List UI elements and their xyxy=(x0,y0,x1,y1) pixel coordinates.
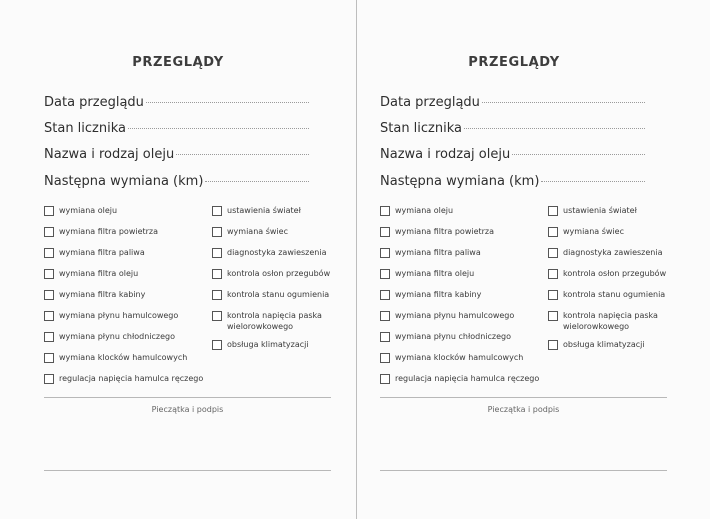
checkbox[interactable] xyxy=(44,227,54,237)
checkbox[interactable] xyxy=(212,206,222,216)
checkbox[interactable] xyxy=(548,290,558,300)
checklist-label: wymiana płynu hamulcowego xyxy=(59,311,179,320)
checkbox[interactable] xyxy=(44,269,54,279)
checklist-item[interactable] xyxy=(44,247,203,268)
field-label: Stan licznika xyxy=(380,121,462,136)
dotted-line xyxy=(146,101,309,103)
checklist-item[interactable] xyxy=(44,268,203,289)
checklist-label: kontrola stanu ogumienia xyxy=(227,290,330,299)
checkbox[interactable] xyxy=(548,311,558,321)
checkbox[interactable] xyxy=(548,269,558,279)
checklist-item[interactable] xyxy=(44,352,203,373)
dotted-line xyxy=(128,127,309,129)
checklist-item[interactable] xyxy=(212,289,347,310)
checklist-item[interactable] xyxy=(380,352,539,373)
checklist-label: wymiana świec xyxy=(227,227,288,236)
right-page xyxy=(344,0,684,519)
page-title: PRZEGLĄDY xyxy=(468,55,560,70)
checklist-label: kontrola osłon przegubów xyxy=(563,269,667,278)
checklist-label: obsługa klimatyzacji xyxy=(227,340,309,349)
checklist-item[interactable] xyxy=(380,373,539,394)
divider xyxy=(44,397,331,398)
checklist-label: wymiana filtra powietrza xyxy=(59,227,159,236)
checklist-item[interactable] xyxy=(44,289,203,310)
checklist-item[interactable] xyxy=(548,205,683,226)
checklist-label: regulacja napięcia hamulca ręczego xyxy=(395,374,540,383)
checkbox[interactable] xyxy=(44,311,54,321)
checklist-label: wymiana oleju xyxy=(59,206,118,215)
checklist-item[interactable] xyxy=(548,310,683,339)
checklist-item[interactable] xyxy=(380,268,539,289)
checkbox[interactable] xyxy=(212,311,222,321)
checkbox[interactable] xyxy=(380,227,390,237)
checklist-item[interactable] xyxy=(44,331,203,352)
checklist-item[interactable] xyxy=(212,226,347,247)
divider xyxy=(380,397,667,398)
checkbox[interactable] xyxy=(212,248,222,258)
checklist-item[interactable] xyxy=(44,226,203,247)
checkbox[interactable] xyxy=(44,248,54,258)
checklist-label: wymiana płynu hamulcowego xyxy=(395,311,515,320)
checklist-label: diagnostyka zawieszenia xyxy=(563,248,663,257)
signature-line xyxy=(44,470,331,471)
field-next-change[interactable] xyxy=(44,174,309,189)
checkbox[interactable] xyxy=(212,340,222,350)
checklist-item[interactable] xyxy=(212,310,347,339)
checklist-label: wymiana płynu chłodniczego xyxy=(395,332,511,341)
checkbox[interactable] xyxy=(212,269,222,279)
checklist-item[interactable] xyxy=(212,205,347,226)
checklist-label: wymiana świec xyxy=(563,227,624,236)
dotted-line xyxy=(541,180,645,182)
checklist-item[interactable] xyxy=(380,247,539,268)
checklist-item[interactable] xyxy=(380,331,539,352)
left-page xyxy=(8,0,348,519)
checklist-label: obsługa klimatyzacji xyxy=(563,340,645,349)
checklist-item[interactable] xyxy=(380,226,539,247)
field-inspection-date[interactable] xyxy=(380,95,645,110)
dotted-line xyxy=(512,153,645,155)
checklist-item[interactable] xyxy=(212,339,347,360)
checkbox[interactable] xyxy=(380,269,390,279)
checklist-label: wymiana filtra paliwa xyxy=(395,248,481,257)
field-label: Nazwa i rodzaj oleju xyxy=(44,147,175,162)
signature-line xyxy=(380,470,667,471)
checkbox[interactable] xyxy=(548,248,558,258)
checklist-label: wymiana klocków hamulcowych xyxy=(395,353,524,362)
checklist-item[interactable] xyxy=(380,289,539,310)
field-label: Data przeglądu xyxy=(44,95,144,110)
checklist-label: wymiana klocków hamulcowych xyxy=(59,353,188,362)
checkbox[interactable] xyxy=(212,290,222,300)
checklist-label: kontrola stanu ogumienia xyxy=(563,290,666,299)
checklist-label: kontrola napięcia paska wielorowkowego xyxy=(563,311,658,331)
field-next-change[interactable] xyxy=(380,174,645,189)
field-oil-type[interactable] xyxy=(380,147,645,162)
checklist-item[interactable] xyxy=(380,205,539,226)
checkbox[interactable] xyxy=(380,206,390,216)
checkbox[interactable] xyxy=(548,227,558,237)
checklist-label: wymiana filtra kabiny xyxy=(395,290,482,299)
checklist-label: wymiana filtra oleju xyxy=(59,269,139,278)
checklist-column-2 xyxy=(548,205,683,360)
checkbox[interactable] xyxy=(44,290,54,300)
checklist-column-2 xyxy=(212,205,347,360)
stamp-label: Pieczątka i podpis xyxy=(151,405,224,414)
field-label: Nazwa i rodzaj oleju xyxy=(380,147,511,162)
field-odometer[interactable] xyxy=(380,121,645,136)
dotted-line xyxy=(205,180,309,182)
checklist-label: ustawienia świateł xyxy=(563,206,637,215)
checkbox[interactable] xyxy=(380,353,390,363)
checklist-label: wymiana oleju xyxy=(395,206,454,215)
checklist-item[interactable] xyxy=(44,373,203,394)
checklist-column-1 xyxy=(44,205,203,394)
checklist-column-1 xyxy=(380,205,539,394)
checkbox[interactable] xyxy=(380,290,390,300)
checkbox[interactable] xyxy=(548,206,558,216)
field-label: Stan licznika xyxy=(44,121,126,136)
field-label: Następna wymiana (km) xyxy=(44,174,204,189)
checklist-item[interactable] xyxy=(548,339,683,360)
checklist-item[interactable] xyxy=(44,205,203,226)
checklist-item[interactable] xyxy=(380,310,539,331)
checkbox[interactable] xyxy=(380,248,390,258)
field-inspection-date[interactable] xyxy=(44,95,309,110)
checkbox[interactable] xyxy=(380,332,390,342)
checklist-item[interactable] xyxy=(44,310,203,331)
checklist-label: kontrola napięcia paska wielorowkowego xyxy=(227,311,322,331)
checkbox[interactable] xyxy=(44,374,54,384)
checkbox[interactable] xyxy=(380,374,390,384)
dotted-line xyxy=(464,127,645,129)
checkbox[interactable] xyxy=(44,206,54,216)
checklist-label: wymiana filtra powietrza xyxy=(395,227,495,236)
dotted-line xyxy=(176,153,309,155)
field-label: Data przeglądu xyxy=(380,95,480,110)
field-label: Następna wymiana (km) xyxy=(380,174,540,189)
checklist-label: wymiana filtra kabiny xyxy=(59,290,146,299)
stamp-label: Pieczątka i podpis xyxy=(487,405,560,414)
checklist-label: kontrola osłon przegubów xyxy=(227,269,331,278)
checklist-item[interactable] xyxy=(548,226,683,247)
field-oil-type[interactable] xyxy=(44,147,309,162)
checklist-item[interactable] xyxy=(548,289,683,310)
checkbox[interactable] xyxy=(380,311,390,321)
checklist-label: diagnostyka zawieszenia xyxy=(227,248,327,257)
checkbox[interactable] xyxy=(548,340,558,350)
checklist-item[interactable] xyxy=(548,268,683,289)
checklist-label: wymiana płynu chłodniczego xyxy=(59,332,175,341)
checklist-item[interactable] xyxy=(548,247,683,268)
checkbox[interactable] xyxy=(212,227,222,237)
checklist-label: wymiana filtra paliwa xyxy=(59,248,145,257)
checklist-label: ustawienia świateł xyxy=(227,206,301,215)
checklist-item[interactable] xyxy=(212,268,347,289)
page-title: PRZEGLĄDY xyxy=(132,55,224,70)
dotted-line xyxy=(482,101,645,103)
checklist-label: regulacja napięcia hamulca ręczego xyxy=(59,374,204,383)
checklist-item[interactable] xyxy=(212,247,347,268)
field-odometer[interactable] xyxy=(44,121,309,136)
checkbox[interactable] xyxy=(44,332,54,342)
checklist-label: wymiana filtra oleju xyxy=(395,269,475,278)
checkbox[interactable] xyxy=(44,353,54,363)
